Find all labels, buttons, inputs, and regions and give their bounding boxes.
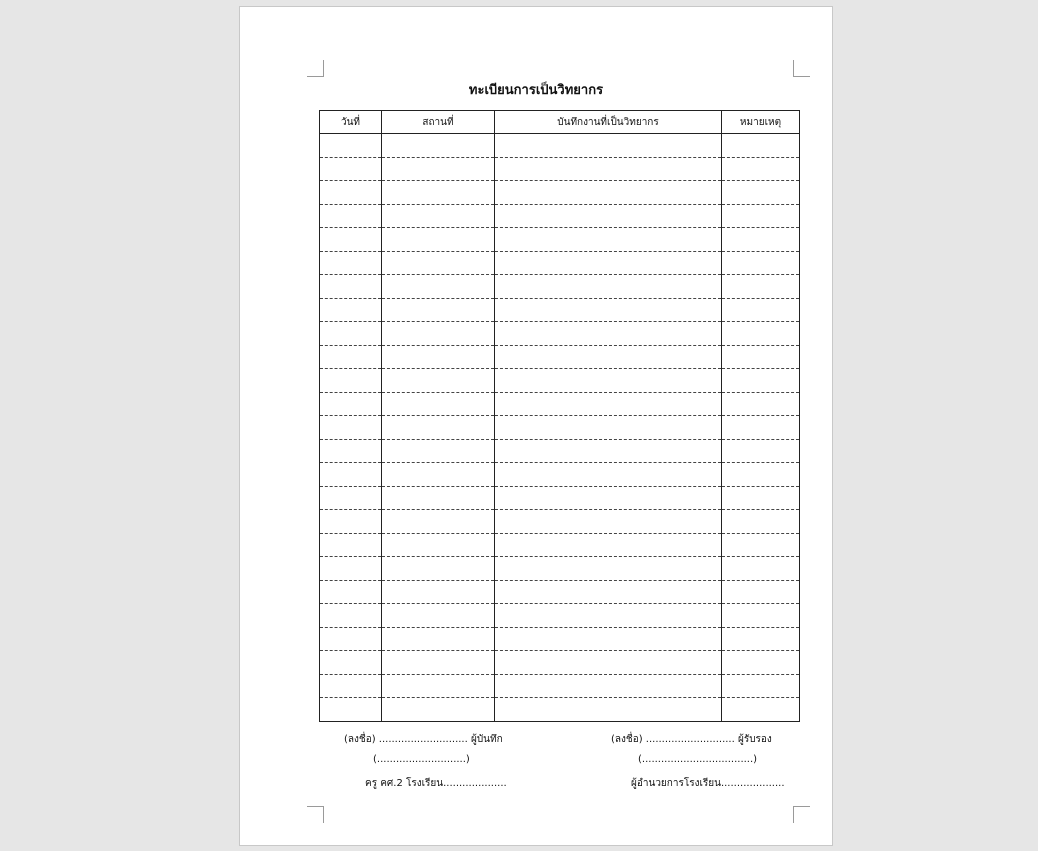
place-cell: [382, 181, 495, 205]
certifier-signature-line: (ลงชื่อ) ............................ ผู้รับรอง: [611, 734, 772, 745]
record-cell: [495, 674, 722, 698]
table-row: [320, 416, 800, 440]
date-cell: [320, 251, 382, 275]
date-cell: [320, 416, 382, 440]
place-cell: [382, 251, 495, 275]
document-title: ทะเบียนการเป็นวิทยากร: [468, 83, 604, 98]
table-row: [320, 627, 800, 651]
place-cell: [382, 439, 495, 463]
date-cell: [320, 392, 382, 416]
date-cell: [320, 228, 382, 252]
table-row: [320, 486, 800, 510]
record-cell: [495, 322, 722, 346]
date-cell: [320, 510, 382, 534]
record-cell: [495, 627, 722, 651]
remark-cell: [722, 604, 800, 628]
remark-cell: [722, 275, 800, 299]
crop-mark-top-left: [307, 60, 324, 77]
date-cell: [320, 557, 382, 581]
place-cell: [382, 604, 495, 628]
column-header-place: สถานที่: [382, 111, 495, 134]
record-cell: [495, 157, 722, 181]
date-cell: [320, 533, 382, 557]
date-cell: [320, 322, 382, 346]
date-cell: [320, 580, 382, 604]
table-row: [320, 157, 800, 181]
table-row: [320, 181, 800, 205]
remark-cell: [722, 533, 800, 557]
date-cell: [320, 369, 382, 393]
date-cell: [320, 275, 382, 299]
table-row: [320, 369, 800, 393]
table-header-row: [320, 111, 800, 134]
remark-cell: [722, 674, 800, 698]
remark-cell: [722, 627, 800, 651]
table-row: [320, 698, 800, 722]
table-row: [320, 134, 800, 158]
place-cell: [382, 204, 495, 228]
record-cell: [495, 251, 722, 275]
table-row: [320, 322, 800, 346]
table-row: [320, 251, 800, 275]
table-body: [320, 134, 800, 722]
table-row: [320, 345, 800, 369]
place-cell: [382, 369, 495, 393]
remark-cell: [722, 392, 800, 416]
place-cell: [382, 533, 495, 557]
place-cell: [382, 228, 495, 252]
remark-cell: [722, 181, 800, 205]
place-cell: [382, 510, 495, 534]
record-cell: [495, 416, 722, 440]
place-cell: [382, 392, 495, 416]
place-cell: [382, 486, 495, 510]
date-cell: [320, 486, 382, 510]
column-header-record: บันทึกงานที่เป็นวิทยากร: [495, 111, 722, 134]
record-cell: [495, 533, 722, 557]
record-cell: [495, 134, 722, 158]
record-cell: [495, 369, 722, 393]
record-cell: [495, 228, 722, 252]
remark-cell: [722, 157, 800, 181]
record-cell: [495, 298, 722, 322]
table-row: [320, 204, 800, 228]
date-cell: [320, 463, 382, 487]
place-cell: [382, 322, 495, 346]
place-cell: [382, 298, 495, 322]
table-row: [320, 275, 800, 299]
record-cell: [495, 463, 722, 487]
remark-cell: [722, 416, 800, 440]
place-cell: [382, 463, 495, 487]
record-cell: [495, 392, 722, 416]
register-table: [319, 110, 800, 722]
crop-mark-top-right: [793, 60, 810, 77]
remark-cell: [722, 134, 800, 158]
place-cell: [382, 698, 495, 722]
table-row: [320, 463, 800, 487]
place-cell: [382, 557, 495, 581]
remark-cell: [722, 439, 800, 463]
table-row: [320, 439, 800, 463]
place-cell: [382, 345, 495, 369]
place-cell: [382, 580, 495, 604]
place-cell: [382, 275, 495, 299]
remark-cell: [722, 580, 800, 604]
date-cell: [320, 157, 382, 181]
date-cell: [320, 345, 382, 369]
record-cell: [495, 651, 722, 675]
remark-cell: [722, 651, 800, 675]
remark-cell: [722, 251, 800, 275]
certifier-position-line: ผู้อำนวยการโรงเรียน....................: [631, 778, 785, 789]
date-cell: [320, 181, 382, 205]
remark-cell: [722, 369, 800, 393]
date-cell: [320, 134, 382, 158]
date-cell: [320, 698, 382, 722]
remark-cell: [722, 345, 800, 369]
record-cell: [495, 557, 722, 581]
date-cell: [320, 439, 382, 463]
record-cell: [495, 439, 722, 463]
record-cell: [495, 345, 722, 369]
column-header-remark: หมายเหตุ: [722, 111, 800, 134]
recorder-name-line: (............................): [373, 754, 470, 765]
table-row: [320, 557, 800, 581]
table-row: [320, 510, 800, 534]
record-cell: [495, 510, 722, 534]
remark-cell: [722, 228, 800, 252]
place-cell: [382, 651, 495, 675]
record-cell: [495, 275, 722, 299]
table-row: [320, 298, 800, 322]
remark-cell: [722, 204, 800, 228]
date-cell: [320, 627, 382, 651]
date-cell: [320, 674, 382, 698]
column-header-date: วันที่: [320, 111, 382, 134]
table-row: [320, 674, 800, 698]
date-cell: [320, 204, 382, 228]
table-row: [320, 604, 800, 628]
date-cell: [320, 298, 382, 322]
record-cell: [495, 580, 722, 604]
place-cell: [382, 416, 495, 440]
record-cell: [495, 698, 722, 722]
table-row: [320, 533, 800, 557]
record-cell: [495, 604, 722, 628]
crop-mark-bottom-left: [307, 806, 324, 823]
table-row: [320, 580, 800, 604]
recorder-position-line: ครู คศ.2 โรงเรียน....................: [365, 778, 507, 789]
place-cell: [382, 674, 495, 698]
date-cell: [320, 651, 382, 675]
record-cell: [495, 181, 722, 205]
remark-cell: [722, 486, 800, 510]
remark-cell: [722, 322, 800, 346]
document-page: [239, 6, 833, 846]
record-cell: [495, 204, 722, 228]
date-cell: [320, 604, 382, 628]
remark-cell: [722, 698, 800, 722]
table-row: [320, 228, 800, 252]
remark-cell: [722, 557, 800, 581]
place-cell: [382, 157, 495, 181]
place-cell: [382, 627, 495, 651]
table-row: [320, 651, 800, 675]
remark-cell: [722, 463, 800, 487]
remark-cell: [722, 298, 800, 322]
recorder-signature-line: (ลงชื่อ) ............................ ผู้บันทึก: [344, 734, 503, 745]
record-cell: [495, 486, 722, 510]
table-row: [320, 392, 800, 416]
remark-cell: [722, 510, 800, 534]
crop-mark-bottom-right: [793, 806, 810, 823]
place-cell: [382, 134, 495, 158]
certifier-name-line: (...................................): [638, 754, 758, 765]
